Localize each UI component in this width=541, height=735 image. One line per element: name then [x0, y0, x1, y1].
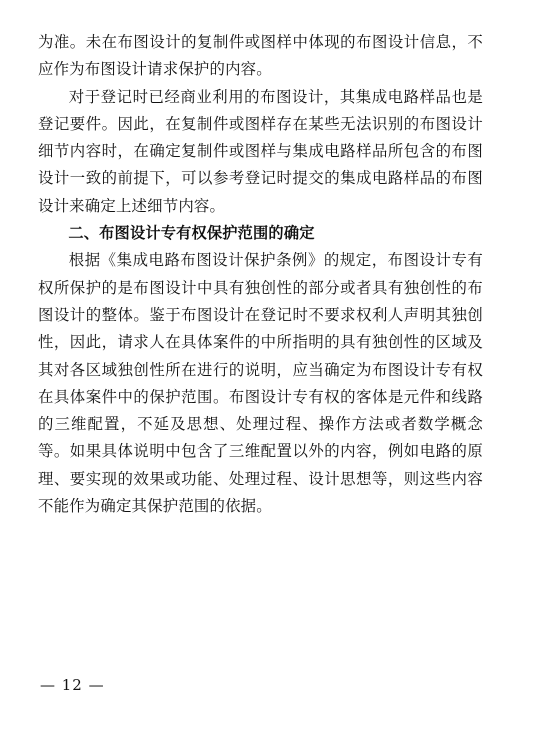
- paragraph-continued: 为准。未在布图设计的复制件或图样中体现的布图设计信息，不应作为布图设计请求保护的内容。: [38, 33, 483, 79]
- paragraph-commercial-use: 对于登记时已经商业利用的布图设计，其集成电路样品也是登记要件。因此，在复制件或图样存在某些无法识别的布图设计细节内容时，在确定复制件或图样与集成电路样品所包含的布图设计一致的前提下，可以参考登记时提交的集成电路样品的布图设计来确定上述细节内容。: [38, 87, 483, 215]
- document-body: [38, 29, 483, 520]
- page-number: — 12 —: [40, 676, 105, 694]
- paragraph-protection-scope: 根据《集成电路布图设计保护条例》的规定，布图设计专有权所保护的是布图设计中具有独创性的部分或者具有独创性的布图设计的整体。鉴于布图设计在登记时不要求权利人声明其独创性，因此，请求人在具体案件的中所指明的具有独创性的区域及其对各区域独创性所在进行的说明，应当确定为布图设计专有权在具体案件中的保护范围。布图设计专有权的客体是元件和线路的三维配置，不延及思想、处理过程、操作方法或者数学概念等。如果具体说明中包含了三维配置以外的内容，例如电路的原理、要实现的效果或功能、处理过程、设计思想等，则这些内容不能作为确定其保护范围的依据。: [38, 251, 483, 516]
- section-heading-protection-scope: 二、布图设计专有权保护范围的确定: [68, 224, 315, 243]
